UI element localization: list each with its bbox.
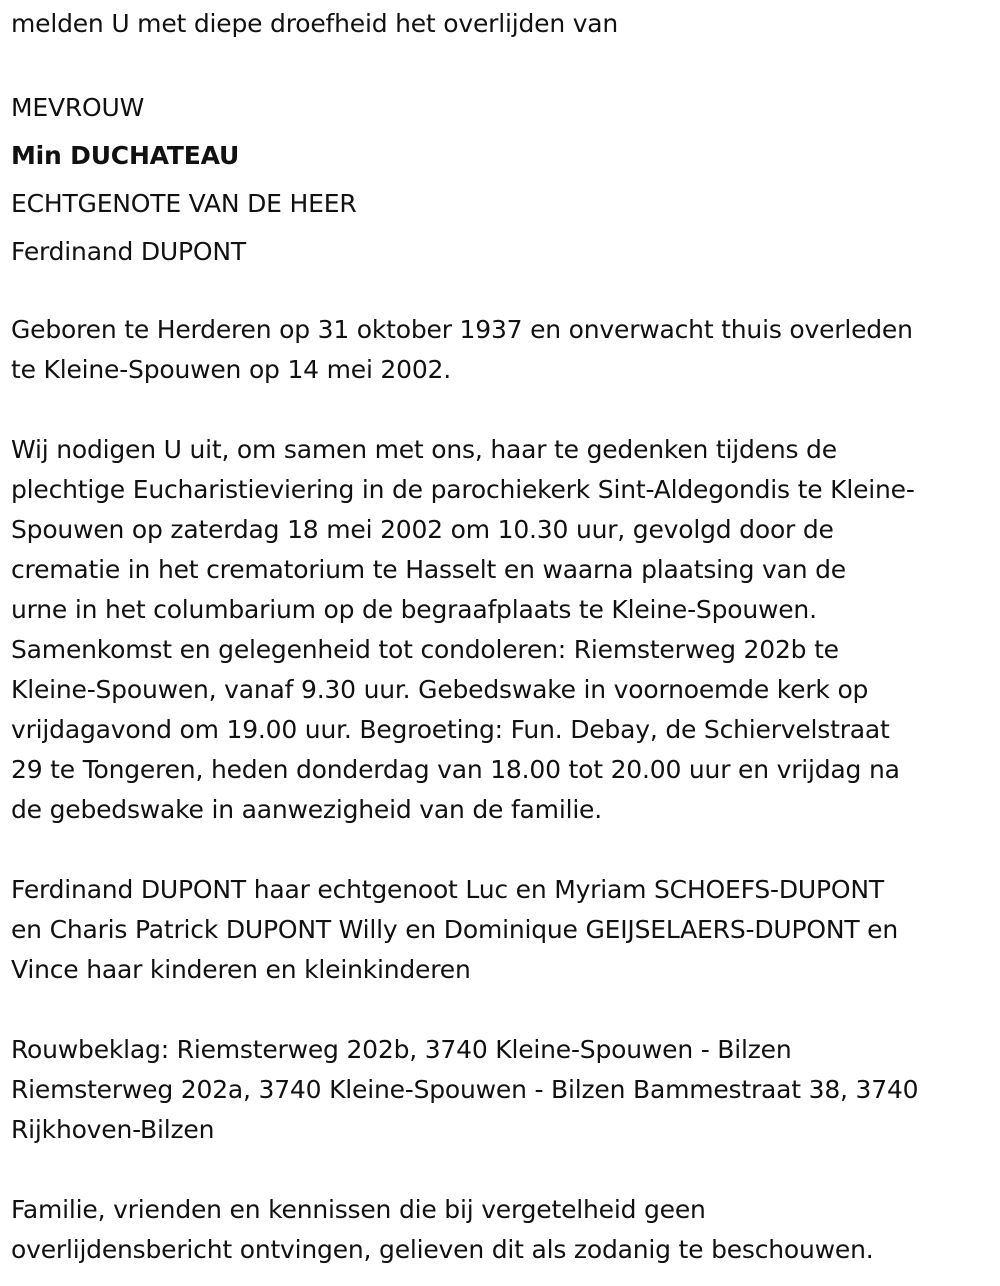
- spouse-name: Ferdinand DUPONT: [11, 237, 246, 266]
- closing-paragraph: Familie, vrienden en kennissen die bij vergetelheid geen overlijdensbericht ontvingen, gelieven dit als zodanig te beschouwen.: [11, 1195, 874, 1264]
- deceased-name: Min DUCHATEAU: [11, 141, 240, 170]
- family-paragraph: Ferdinand DUPONT haar echtgenoot Luc en Myriam SCHOEFS-DUPONT en Charis Patrick DUPONT Willy en Dominique GEIJSELAERS-DUPONT en Vince haar kinderen en kleinkinderen: [11, 875, 898, 984]
- deceased-relation: ECHTGENOTE VAN DE HEER: [11, 189, 357, 218]
- birth-death-paragraph: Geboren te Herderen op 31 oktober 1937 en onverwacht thuis overleden te Kleine-Spouwen op 14 mei 2002.: [11, 315, 913, 384]
- deceased-block: [11, 84, 991, 276]
- ceremony-paragraph: Wij nodigen U uit, om samen met ons, haar te gedenken tijdens de plechtige Eucharistieviering in de parochiekerk Sint-Aldegondis te Kleine- Spouwen op zaterdag 18 mei 2002 om 10.30 uur, gevolgd door de crematie in het crematorium te Hasselt en waarna plaatsing van de urne in het columbarium op de begraafplaats te Kleine-Spouwen. Samenkomst en gelegenheid tot condoleren: Riemsterweg 202b te Kleine-Spouwen, vanaf 9.30 uur. Gebedswake in voornoemde kerk op vrijdagavond om 19.00 uur. Begroeting: Fun. Debay, de Schiervelstraat 29 te Tongeren, heden donderdag van 18.00 tot 20.00 uur en vrijdag na de gebedswake in aanwezigheid van de familie.: [11, 435, 915, 824]
- deceased-title: MEVROUW: [11, 93, 145, 122]
- death-notice: [11, 4, 991, 1270]
- mourning-addresses-paragraph: Rouwbeklag: Riemsterweg 202b, 3740 Kleine-Spouwen - Bilzen Riemsterweg 202a, 3740 Kleine-Spouwen - Bilzen Bammestraat 38, 3740 Rijkhoven-Bilzen: [11, 1035, 919, 1144]
- intro-text: melden U met diepe droefheid het overlijden van: [11, 9, 619, 38]
